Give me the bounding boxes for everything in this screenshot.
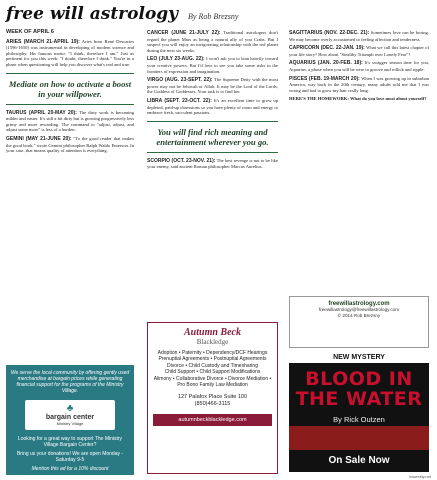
- horoscope-text: Aries born René Descartes (1596-1650) was instrumental in developing of modern science and philosophy. His famous motto: "I think, therefore I am." Just as pertinent for you this week: "I doubt, therefore I think." You're in a phase when questioning will help you discover what's real and true.: [6, 38, 135, 67]
- newsletter-title[interactable]: freewillastrology.com: [328, 301, 390, 307]
- book-cover-band: [289, 426, 429, 450]
- law-firm-ad[interactable]: [147, 322, 278, 474]
- services-list: [153, 350, 272, 388]
- service-line: Adoption • Paternity • Dependency/DCF Hearings: [157, 350, 268, 356]
- bargain-center-logo: [25, 400, 115, 430]
- sign-heading: AQUARIUS (JAN. 20-FEB. 18):: [289, 60, 363, 67]
- horoscope-entry: [147, 30, 278, 53]
- newsletter-box: [289, 296, 429, 348]
- horoscope-entry: [147, 158, 278, 170]
- sign-heading: SCORPIO (OCT. 23-NOV. 21):: [147, 157, 216, 164]
- service-line: Divorce • Child Custody and Timesharing: [167, 362, 258, 369]
- horoscope-text: The best revenge is not to be like your enemy, said ancient Roman philosopher Marcus Aurelius.: [147, 157, 278, 170]
- law-firm-website[interactable]: autumnbeckblackledge.com: [153, 414, 272, 426]
- horoscope-text: The dirty work is becoming milder and easier. It's still a bit dirty but is growing progressively less grimy and more rewarding. The command to "adjust, adjust, and adjust some more" is less of a burden.: [6, 109, 134, 133]
- horoscope-entry: [6, 110, 134, 133]
- book-top-label: NEW MYSTERY: [289, 352, 429, 363]
- byline: By Rob Brezsny: [188, 12, 239, 21]
- ad-foot-1: Looking for a great way to support The Ministry Village Bargain Center?: [17, 436, 123, 448]
- horoscope-text: It's swagger season time for you, Aquarius, a phase when you will be wise to groove and rollick and ripple.: [289, 60, 430, 72]
- column-1: [6, 30, 134, 157]
- book-title: BLOOD IN THE WATER: [295, 368, 423, 410]
- sign-heading: LIBRA (SEPT. 23-OCT. 22):: [147, 97, 212, 104]
- site-footer: inweekly.net: [409, 474, 431, 479]
- phone-line[interactable]: (850)466-3115: [194, 401, 231, 408]
- sign-heading: ARIES (MARCH 21-APRIL 19):: [6, 38, 80, 45]
- horoscope-text: "To the good reader that makes the good book," wrote Gemini philosopher Ralph Waldo Emerson. In your case, that means quality of attention is everything.: [6, 135, 134, 154]
- ad-intro: We serve the local community by offering gently used merchandise at bargain prices while generating financial support for the programs of the Ministry Village.: [10, 370, 130, 394]
- horoscope-entry: [147, 98, 278, 116]
- horoscope-entry: [289, 60, 429, 72]
- horoscope-entry: [147, 77, 278, 95]
- ad-foot-3: Mention this ad for a 10% discount: [31, 466, 109, 472]
- ad-foot-2: Bring us your donations! We are open Monday - Saturday 9-5: [16, 451, 124, 463]
- horoscope-entry: [289, 45, 429, 57]
- horoscope-text: It's an excellent time to grow up depleted, paid-up obsessions so you have plenty of room and energy to embrace fresh, succulent passions.: [147, 97, 278, 116]
- service-line: Alimony • Collaborative Divorce • Divorce Mediation • Pro Bono Family Law Mediation: [153, 375, 272, 389]
- pull-quote: Mediate on how to activate a boost in your willpower.: [6, 73, 134, 105]
- page-header: [6, 4, 431, 26]
- address-line: 127 Palafox Place Suite 100: [177, 394, 248, 401]
- column-3: [289, 30, 429, 105]
- law-firm-name-main: Autumn Beck: [184, 327, 241, 338]
- bargain-center-ad[interactable]: [6, 365, 134, 475]
- sign-heading: TAURUS (APRIL 20-MAY 20):: [6, 109, 77, 116]
- horoscope-text: I won't ask you to lean heavily toward your creative powers. But I'd love to see you take some risks in the frontiers of expression and imagination.: [147, 56, 278, 74]
- logo-subtext: Ministry Village: [56, 421, 84, 426]
- horoscope-entry: [147, 56, 278, 74]
- tree-icon: ♣: [66, 403, 74, 414]
- sign-heading: PISCES (FEB. 19-MARCH 20):: [289, 75, 360, 82]
- horoscope-entry: [289, 76, 429, 94]
- sign-heading: SAGITTARIUS (NOV. 22-DEC. 21):: [289, 30, 370, 36]
- page-title: free will astrology: [6, 4, 179, 24]
- horoscope-text: When I was growing up in suburban America, way back in the 20th century, many adults told me that I was wrong and bad to grow my hair really long.: [289, 75, 429, 93]
- logo-text: bargain center: [45, 414, 95, 421]
- service-line: Prenuptial Agreements • Postnuptial Agreements: [158, 356, 267, 363]
- horoscope-text: Traditional astrologers don't regard the planet Mars as being a natural ally of you Crabs. But I suspect you will enjoy an invigorating relationship with the red planet during the next six weeks.: [147, 30, 278, 53]
- horoscope-entry: [6, 136, 134, 154]
- book-ad[interactable]: [289, 352, 429, 472]
- sign-heading: CANCER (JUNE 21-JULY 22):: [147, 30, 221, 36]
- column-2: [147, 30, 278, 173]
- service-line: Child Support • Child Support Modifications: [164, 369, 261, 376]
- sign-heading: CAPRICORN (DEC. 22-JAN. 19):: [289, 45, 365, 52]
- homework: HERE'S THE HOMEWORK: What do you love most about yourself?: [289, 96, 427, 102]
- law-firm-address: [153, 394, 272, 408]
- horoscope-entry: [6, 39, 134, 68]
- sign-heading: LEO (JULY 23-AUG. 22):: [147, 56, 205, 63]
- week-label: WEEK OF APRIL 6: [6, 29, 54, 35]
- sign-heading: VIRGO (AUG. 23-SEPT. 22):: [147, 77, 213, 84]
- law-firm-name: [153, 327, 272, 346]
- book-sale-label: On Sale Now: [328, 455, 390, 466]
- pull-quote: You will find rich meaning and entertainment wherever you go.: [147, 121, 278, 153]
- law-firm-name-sub: Blackledge: [196, 338, 229, 346]
- newsletter-copyright: © 2014 Rob Brezsny: [337, 312, 381, 318]
- horoscope-text: What we call this latest chapter of your life story? How about "Stealthy Triumph over Lonely Fear"?: [289, 45, 429, 57]
- newsletter-email[interactable]: freewillastrology@freewillastrology.com: [318, 307, 400, 312]
- horoscope-text: The Supreme Deity with the most power may not be Jehovah or Allah. It may be the Lord of the Lords, the Goddess of Goddesses. Your task is to find her.: [147, 77, 278, 95]
- horoscope-text: Sometimes love can be boring. We may become overly accustomed to feeling affection and tenderness.: [289, 30, 429, 42]
- book-author: By Rick Outzen: [333, 415, 385, 424]
- sign-heading: GEMINI (MAY 21-JUNE 20):: [6, 135, 72, 142]
- horoscope-entry: [289, 30, 429, 42]
